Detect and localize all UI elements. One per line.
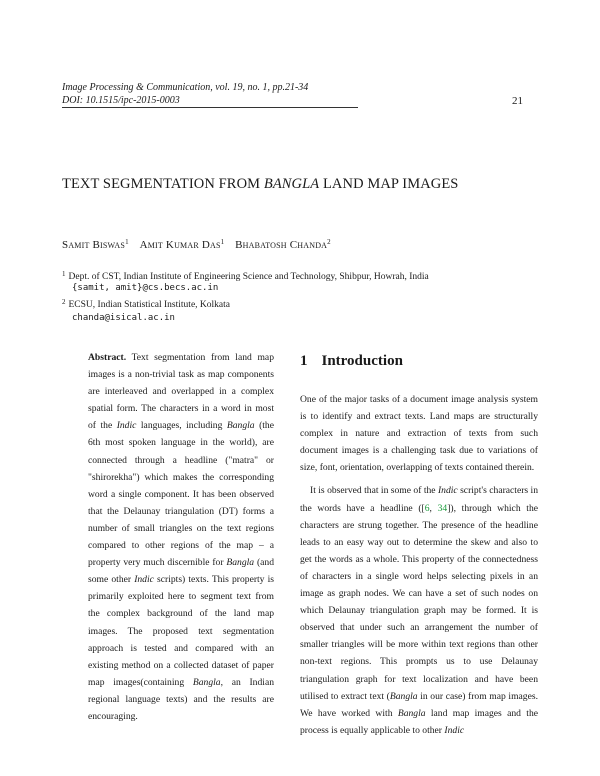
author-name: Amit Kumar Das [139,239,221,251]
journal-citation: Image Processing & Communication, vol. 19, no. 1, pp.21-34 [62,82,309,93]
affiliation-1: $^1$ Dept. of CST, Indian Institute of Engineering Science and Technology, Shibpur, Howrah, India [62,270,429,282]
section-heading: 1 Introduction [300,353,403,369]
introduction-body [300,391,538,739]
abstract-label: Abstract. [88,352,127,363]
author-name: Samit Biswas [62,239,126,251]
abstract: Abstract. Text segmentation from land map images is a non-trivial task as map components are interleaved and overlapped in a complex spatial form. The characters in a word in most of the Indic languages, including Bangla (the 6th most spoken language in the world), are connected through a headline ("matra" or "shirorekha") which makes the corresponding word a single component. It has been observed that the Delaunay triangulation (DT) forms a number of small triangles on the text regions compared to other regions of the map – a property very much discernible for Bangla (and some other Indic scripts) texts. This property is primarily exploited here to segment text from the complex background of the land map images. The proposed text segmentation approach is tested and compared with an existing method on a collected dataset of paper map images(containing Bangla, an Indian regional language texts) and the results are encouraging. [88,352,275,722]
paper-title: TEXT SEGMENTATION FROM BANGLA LAND MAP IMAGES [62,176,459,192]
email-2: chanda@isical.ac.in [72,313,175,323]
intro-paragraph-1: One of the major tasks of a document image analysis system is to identify and extract texts. Land maps are structurally complex in nature and extraction of texts from such document images is a challenging task due to variations of size, font, orientation, overlapping of texts contained therein. [300,394,538,474]
page-number: 21 [512,95,523,107]
affiliation-2: $^2$ ECSU, Indian Statistical Institute, Kolkata [62,298,230,310]
doi: DOI: 10.1515/ipc-2015-0003 [62,95,180,106]
email-1: {samit, amit}@cs.becs.ac.in [72,283,219,293]
author-list: Samit Biswas$^1$ Amit Kumar Das$^1$ Bhabatosh Chanda$^2$ [62,238,331,251]
author-name: Bhabatosh Chanda [235,239,328,251]
header-rule [62,107,358,108]
citation-link[interactable]: 34 [437,502,448,514]
intro-paragraph-2: It is observed that in some of the Indic script's characters in the words have a headline ([6, 34]), through which the characters are strung together. The presence of the headline leads to an easy way out to determine the skew and also to get the words as a whole. This property of the connectedness of characters in a single word helps selecting pixels in an image as graph nodes. We can have a set of such nodes on which Delaunay triangulation graph may be formed. It is observed that under such an arrangement the number of smaller triangles will be more within text regions than other non-text regions. This prompts us to use Delaunay triangulation graph for text localization and have been utilised to extract text (Bangla in our case) from map images. We have worked with Bangla land map images and the process is equally applicable to other Indic [300,485,539,736]
citation-link[interactable]: 6 [424,502,430,514]
